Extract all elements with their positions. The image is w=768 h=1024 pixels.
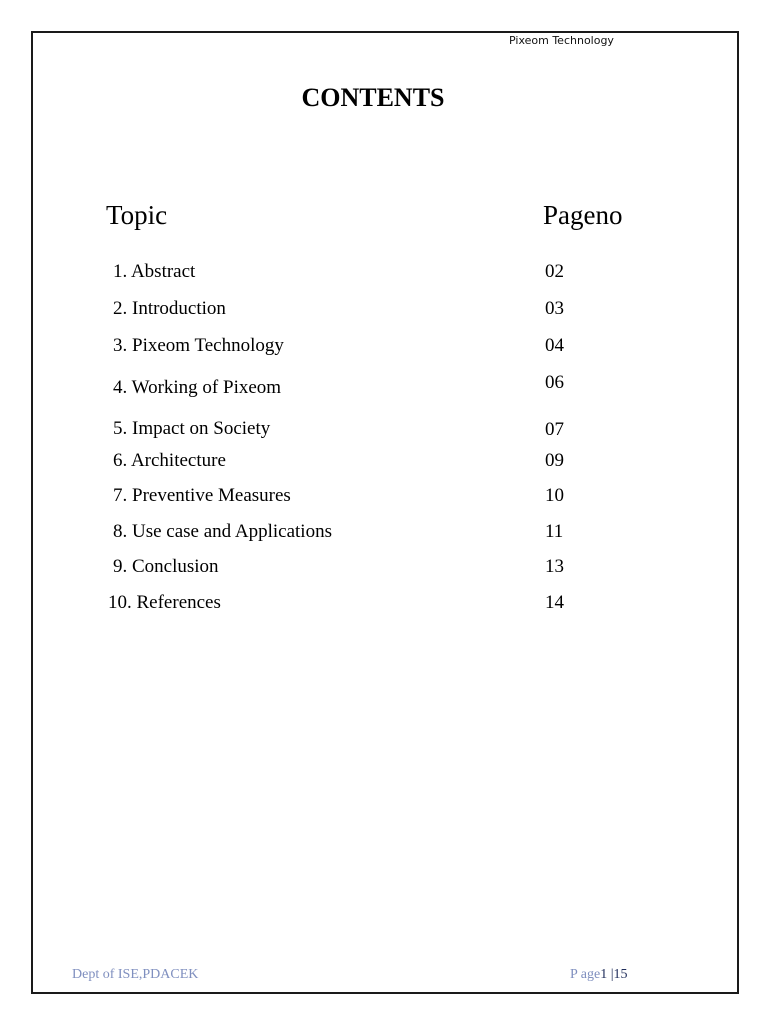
toc-entry-page: 04	[545, 335, 564, 356]
page-border	[31, 31, 739, 994]
pageno-column-heading: Pageno	[543, 200, 623, 230]
toc-entry-page: 07	[545, 419, 564, 440]
toc-entry-topic: 1. Abstract	[113, 261, 196, 282]
footer-page-label: P age	[570, 967, 601, 982]
toc-entry-topic: 4. Working of Pixeom	[113, 377, 282, 398]
toc-entry-page: 10	[545, 485, 564, 506]
toc-entry-page: 06	[545, 372, 564, 393]
toc-entry-topic: 2. Introduction	[113, 298, 226, 319]
toc-entry-topic: 10. References	[108, 592, 221, 613]
toc-entry-page: 09	[545, 450, 564, 471]
toc-entry-page: 11	[545, 521, 564, 542]
toc-entry-topic: 3. Pixeom Technology	[113, 335, 284, 356]
page-title: CONTENTS	[301, 83, 445, 112]
running-header: Pixeom Technology	[509, 34, 614, 47]
toc-entry-topic: 7. Preventive Measures	[113, 485, 291, 506]
toc-entry-page: 14	[545, 592, 564, 613]
toc-entry-page: 13	[545, 556, 564, 577]
toc-entry-topic: 8. Use case and Applications	[113, 521, 332, 542]
footer-page-number: 1 |15	[600, 967, 628, 982]
footer-department: Dept of ISE,PDACEK	[72, 967, 199, 982]
toc-entry-topic: 6. Architecture	[113, 450, 226, 471]
toc-entry-topic: 5. Impact on Society	[113, 418, 271, 439]
topic-column-heading: Topic	[106, 200, 168, 230]
toc-entry-page: 02	[545, 261, 564, 282]
footer-page-indicator	[570, 967, 628, 983]
toc-entry-page: 03	[545, 298, 564, 319]
toc-entry-topic: 9. Conclusion	[113, 556, 219, 577]
